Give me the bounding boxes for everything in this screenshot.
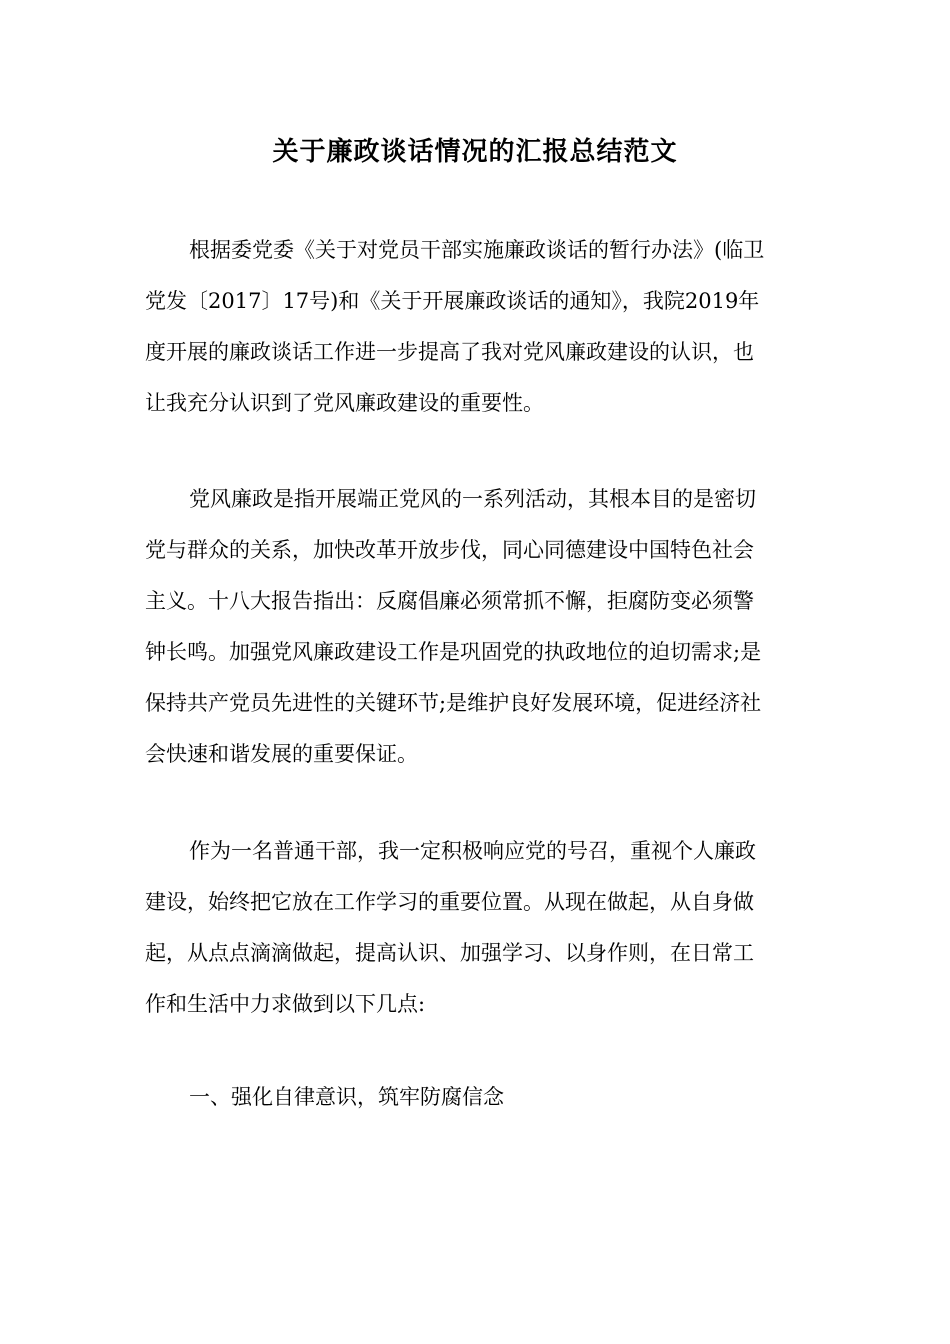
text-line: 让我充分认识到了党风廉政建设的重要性。 — [145, 391, 544, 415]
document-title: 关于廉政谈话情况的汇报总结范文 — [272, 137, 678, 167]
text-line: 保持共产党员先进性的关键环节;是维护良好发展环境，促进经济社 — [145, 691, 762, 715]
text-line: 钟长鸣。加强党风廉政建设工作是巩固党的执政地位的迫切需求;是 — [145, 640, 762, 664]
text-line: 建设，始终把它放在工作学习的重要位置。从现在做起，从自身做 — [145, 890, 754, 914]
text-line: 主义。十八大报告指出：反腐倡廉必须常抓不懈，拒腐防变必须警 — [145, 589, 754, 613]
section-heading — [145, 1072, 805, 1123]
text-line: 党风廉政是指开展端正党风的一系列活动，其根本目的是密切 — [189, 487, 756, 511]
text-line: 会快速和谐发展的重要保证。 — [145, 742, 418, 766]
text-line: 根据委党委《关于对党员干部实施廉政谈话的暂行办法》(临卫 — [189, 238, 765, 262]
paragraph-2 — [145, 474, 805, 780]
text-line: 作为一名普通干部，我一定积极响应党的号召，重视个人廉政 — [189, 839, 756, 863]
text-line: 起，从点点滴滴做起，提高认识、加强学习、以身作则，在日常工 — [145, 941, 754, 965]
text-line: 党与群众的关系，加快改革开放步伐，同心同德建设中国特色社会 — [145, 538, 754, 562]
text-line: 党发〔2017〕17号)和《关于开展廉政谈话的通知》，我院2019年 — [145, 289, 760, 313]
text-line: 度开展的廉政谈话工作进一步提高了我对党风廉政建设的认识，也 — [145, 340, 754, 364]
text-line: 作和生活中力求做到以下几点: — [145, 992, 426, 1016]
paragraph-1 — [145, 225, 805, 429]
section-heading-text: 一、强化自律意识，筑牢防腐信念 — [189, 1085, 504, 1109]
paragraph-3 — [145, 826, 805, 1030]
